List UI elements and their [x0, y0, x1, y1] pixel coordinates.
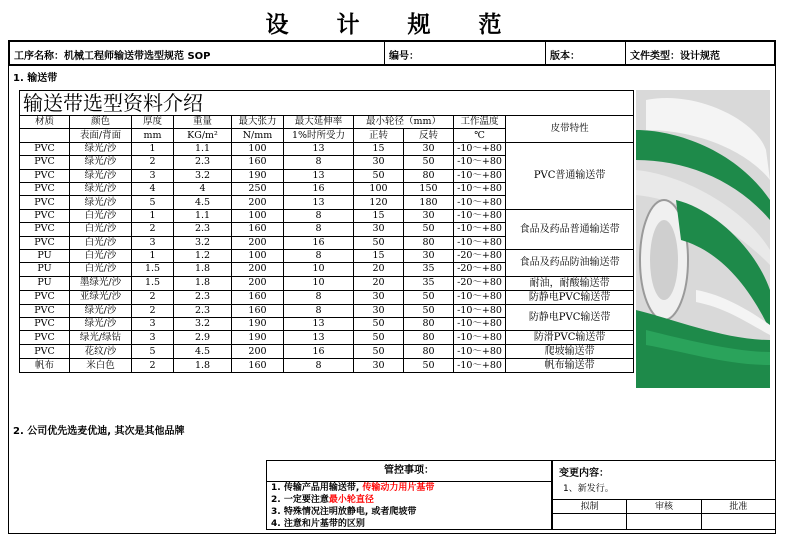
col-header-min-pulley: 最小轮径（mm） [354, 116, 454, 129]
table-cell: 3.2 [174, 318, 232, 331]
table-cell: 10 [284, 276, 354, 290]
table-cell: PVC [20, 169, 70, 182]
header-bar [8, 40, 776, 66]
col-subheader: 正转 [354, 129, 404, 142]
table-cell: -10～+80 [454, 318, 506, 331]
table-cell: -10～+80 [454, 209, 506, 222]
table-cell: 2 [132, 290, 174, 304]
table-cell: -10～+80 [454, 142, 506, 155]
change-log-title: 变更内容： [559, 468, 609, 479]
review-label: 审核 [627, 500, 701, 514]
review-signature-cell[interactable] [627, 514, 701, 529]
table-cell: 白光/沙 [70, 209, 132, 222]
table-cell: -10～+80 [454, 156, 506, 169]
col-header-feature: 皮带特性 [506, 116, 634, 143]
table-cell: 80 [404, 318, 454, 331]
feature-cell: 食品及药品防油输送带 [506, 249, 634, 276]
table-cell: -10～+80 [454, 290, 506, 304]
approve-signature-cell[interactable] [702, 514, 775, 529]
table-cell: PVC [20, 290, 70, 304]
table-cell: 4 [174, 182, 232, 195]
table-cell: 白光/沙 [70, 236, 132, 249]
table-cell: 200 [232, 236, 284, 249]
table-cell: -10～+80 [454, 331, 506, 345]
table-row [20, 290, 634, 304]
table-cell: 2.3 [174, 223, 232, 236]
table-cell: 1 [132, 249, 174, 262]
control-items-box [266, 460, 552, 530]
table-cell: 1.1 [174, 142, 232, 155]
table-cell: PU [20, 249, 70, 262]
table-cell: 1.8 [174, 276, 232, 290]
signoff-row [553, 499, 775, 514]
table-cell: 2 [132, 156, 174, 169]
col-subheader: mm [132, 129, 174, 142]
approve-label: 批准 [729, 502, 748, 512]
table-cell: 30 [354, 359, 404, 373]
table-cell: PVC [20, 156, 70, 169]
table-cell: 160 [232, 359, 284, 373]
table-cell: 2 [132, 223, 174, 236]
table-cell: 白光/沙 [70, 223, 132, 236]
table-cell: -20～+80 [454, 263, 506, 276]
table-cell: 13 [284, 169, 354, 182]
table-cell: 1.5 [132, 263, 174, 276]
table-title-row [20, 91, 634, 116]
table-cell: 8 [284, 290, 354, 304]
table-cell: 16 [284, 345, 354, 359]
table-cell: PVC [20, 318, 70, 331]
col-header-temperature: 工作温度 [454, 116, 506, 129]
table-cell: 1.2 [174, 249, 232, 262]
table-cell: 绿光/沙 [70, 142, 132, 155]
table-cell: 50 [404, 223, 454, 236]
table-cell: PU [20, 276, 70, 290]
table-cell: 3.2 [174, 169, 232, 182]
table-cell: PVC [20, 182, 70, 195]
table-row [20, 276, 634, 290]
belt-spec-table [19, 90, 634, 373]
table-header-row [20, 116, 634, 129]
table-cell: 160 [232, 304, 284, 317]
feature-cell: 防静电PVC输送带 [506, 290, 634, 304]
control-item-1 [267, 482, 551, 494]
table-cell: -10～+80 [454, 223, 506, 236]
table-cell: 米白色 [70, 359, 132, 373]
table-cell: 2.3 [174, 290, 232, 304]
table-cell: -10～+80 [454, 196, 506, 209]
table-cell: 160 [232, 290, 284, 304]
table-cell: PVC [20, 331, 70, 345]
table-cell: 绿光/沙 [70, 169, 132, 182]
table-cell: 绿光/沙 [70, 156, 132, 169]
table-big-title: 输送带选型资料介绍 [20, 91, 506, 116]
table-cell: 4 [132, 182, 174, 195]
draft-signature-cell[interactable] [553, 514, 627, 529]
table-cell: 180 [404, 196, 454, 209]
table-cell: 50 [404, 359, 454, 373]
table-cell: PU [20, 263, 70, 276]
table-cell: 15 [354, 209, 404, 222]
table-cell: 250 [232, 182, 284, 195]
table-cell: 1.5 [132, 276, 174, 290]
col-subheader: KG/m² [174, 129, 232, 142]
control-items-title: 管控事项： [267, 461, 551, 482]
table-cell: 亚绿光/沙 [70, 290, 132, 304]
table-cell: 50 [354, 236, 404, 249]
table-cell: PVC [20, 304, 70, 317]
table-cell: 白光/沙 [70, 249, 132, 262]
table-cell: 30 [354, 223, 404, 236]
control-item-3: 3. 特殊情况注明放静电, 或者爬坡带 [271, 507, 417, 517]
process-name-cell: 工序名称：机械工程师输送带选型规范 SOP [10, 42, 385, 64]
col-header-weight: 重量 [174, 116, 232, 129]
table-cell: PVC [20, 209, 70, 222]
table-cell: 5 [132, 196, 174, 209]
table-cell: 80 [404, 169, 454, 182]
control-item-4: 4. 注意和片基带的区别 [271, 519, 365, 529]
belt-rolls-illustration [636, 90, 770, 388]
feature-cell: 防滑PVC输送带 [506, 331, 634, 345]
table-cell: 2 [132, 359, 174, 373]
table-cell: 190 [232, 318, 284, 331]
table-cell: 2.9 [174, 331, 232, 345]
col-header-color: 颜色 [70, 116, 132, 129]
feature-cell: 防静电PVC输送带 [506, 304, 634, 331]
table-cell: 3 [132, 169, 174, 182]
table-cell: 80 [404, 345, 454, 359]
table-cell: 35 [404, 276, 454, 290]
table-cell: 13 [284, 196, 354, 209]
table-cell: 190 [232, 331, 284, 345]
table-cell: PVC [20, 236, 70, 249]
change-log-line: 1、新发行。 [563, 484, 614, 494]
table-cell: 50 [404, 290, 454, 304]
table-cell: -10～+80 [454, 359, 506, 373]
table-cell: 200 [232, 196, 284, 209]
table-cell: 50 [354, 345, 404, 359]
table-cell: 30 [354, 156, 404, 169]
table-cell: 绿光/沙 [70, 318, 132, 331]
table-cell: 50 [404, 156, 454, 169]
table-row [20, 142, 634, 155]
table-cell: -10～+80 [454, 169, 506, 182]
table-cell: 1 [132, 142, 174, 155]
table-cell: 16 [284, 236, 354, 249]
table-cell: 200 [232, 345, 284, 359]
table-cell: 1.1 [174, 209, 232, 222]
col-subheader: 反转 [404, 129, 454, 142]
col-subheader: N/mm [232, 129, 284, 142]
table-cell: 100 [232, 142, 284, 155]
table-cell: 13 [284, 142, 354, 155]
table-cell: 1 [132, 209, 174, 222]
table-cell: 100 [232, 209, 284, 222]
table-cell: 35 [404, 263, 454, 276]
table-cell: 15 [354, 142, 404, 155]
table-cell: -20～+80 [454, 249, 506, 262]
table-cell: 绿光/沙 [70, 182, 132, 195]
col-subheader: 表面/背面 [70, 129, 132, 142]
table-cell: 50 [354, 331, 404, 345]
table-cell: 100 [232, 249, 284, 262]
table-row [20, 249, 634, 262]
feature-cell: 帆布输送带 [506, 359, 634, 373]
feature-cell: 爬坡输送带 [506, 345, 634, 359]
table-cell: 13 [284, 318, 354, 331]
table-cell: 1.8 [174, 359, 232, 373]
col-header-max-tension: 最大张力 [232, 116, 284, 129]
table-cell: 3 [132, 318, 174, 331]
table-cell: 帆布 [20, 359, 70, 373]
version-cell: 版本： [546, 42, 626, 64]
table-cell: 8 [284, 249, 354, 262]
table-cell: 80 [404, 236, 454, 249]
table-row [20, 359, 634, 373]
table-row [20, 209, 634, 222]
table-row [20, 345, 634, 359]
table-cell: 3 [132, 236, 174, 249]
number-cell: 编号： [385, 42, 546, 64]
table-cell: 绿光/绿钻 [70, 331, 132, 345]
table-cell: PVC [20, 196, 70, 209]
table-cell: 8 [284, 359, 354, 373]
table-cell: -10～+80 [454, 182, 506, 195]
conveyor-belt-photo [636, 90, 770, 388]
table-cell: -10～+80 [454, 304, 506, 317]
table-cell: 8 [284, 209, 354, 222]
table-cell: 5 [132, 345, 174, 359]
table-row [20, 331, 634, 345]
table-cell: 绿光/沙 [70, 304, 132, 317]
control-item-2 [267, 494, 551, 506]
table-cell: 160 [232, 223, 284, 236]
control-item-2-highlight: 最小轮直径 [328, 495, 374, 505]
table-cell: 190 [232, 169, 284, 182]
table-cell: 2.3 [174, 156, 232, 169]
subheader-blank [20, 129, 70, 142]
control-item-1-text: 1. 传输产品用输送带, [271, 483, 363, 493]
table-cell: 13 [284, 331, 354, 345]
col-header-thickness: 厚度 [132, 116, 174, 129]
section-2-title: 2. 公司优先选麦优迪, 其次是其他品牌 [13, 426, 185, 437]
table-cell: 50 [404, 304, 454, 317]
table-cell: 30 [354, 290, 404, 304]
table-cell: PVC [20, 142, 70, 155]
table-cell: 100 [354, 182, 404, 195]
table-cell: -10～+80 [454, 345, 506, 359]
belt-spec-table-wrap [19, 90, 633, 388]
table-cell: 8 [284, 304, 354, 317]
table-cell: 3 [132, 331, 174, 345]
table-cell: 白光/沙 [70, 263, 132, 276]
table-cell: 8 [284, 156, 354, 169]
table-cell: 200 [232, 263, 284, 276]
table-cell: 30 [404, 142, 454, 155]
table-cell: 4.5 [174, 345, 232, 359]
signoff-blank-row [553, 513, 775, 529]
table-cell: -20～+80 [454, 276, 506, 290]
table-cell: 150 [404, 182, 454, 195]
table-cell: 15 [354, 249, 404, 262]
table-cell: 10 [284, 263, 354, 276]
feature-cell: 耐油，耐酸输送带 [506, 276, 634, 290]
col-header-max-elongation: 最大延伸率 [284, 116, 354, 129]
table-cell: -10～+80 [454, 236, 506, 249]
table-cell: 1.8 [174, 263, 232, 276]
table-title-blank [506, 91, 634, 116]
table-cell: 30 [404, 249, 454, 262]
table-cell: 200 [232, 276, 284, 290]
table-cell: 4.5 [174, 196, 232, 209]
section-1-title: 1. 输送带 [13, 73, 58, 84]
table-cell: 50 [354, 169, 404, 182]
file-type-cell: 文件类型：设计规范 [630, 51, 720, 62]
table-cell: 160 [232, 156, 284, 169]
col-subheader: ℃ [454, 129, 506, 142]
table-cell: 16 [284, 182, 354, 195]
table-cell: 8 [284, 223, 354, 236]
feature-cell: 食品及药品普通输送带 [506, 209, 634, 249]
table-cell: 30 [354, 304, 404, 317]
table-cell: 墨绿光/沙 [70, 276, 132, 290]
table-cell: 50 [354, 318, 404, 331]
table-cell: PVC [20, 223, 70, 236]
table-row [20, 304, 634, 317]
table-cell: 20 [354, 276, 404, 290]
document-title: 设 计 规 范 [265, 11, 522, 38]
control-item-2-text: 2. 一定要注意 [271, 495, 329, 505]
table-cell: PVC [20, 345, 70, 359]
feature-cell: PVC普通输送带 [506, 142, 634, 209]
table-cell: 120 [354, 196, 404, 209]
table-cell: 绿光/沙 [70, 196, 132, 209]
draft-label: 拟制 [553, 500, 627, 514]
table-cell: 2 [132, 304, 174, 317]
col-subheader: 1%时所受力 [284, 129, 354, 142]
table-cell: 20 [354, 263, 404, 276]
table-cell: 80 [404, 331, 454, 345]
table-cell: 2.3 [174, 304, 232, 317]
change-log-box [552, 460, 776, 530]
control-item-1-highlight: 传输动力用片基带 [362, 483, 435, 493]
table-cell: 花纹/沙 [70, 345, 132, 359]
col-header-material: 材质 [20, 116, 70, 129]
table-cell: 30 [404, 209, 454, 222]
table-cell: 3.2 [174, 236, 232, 249]
